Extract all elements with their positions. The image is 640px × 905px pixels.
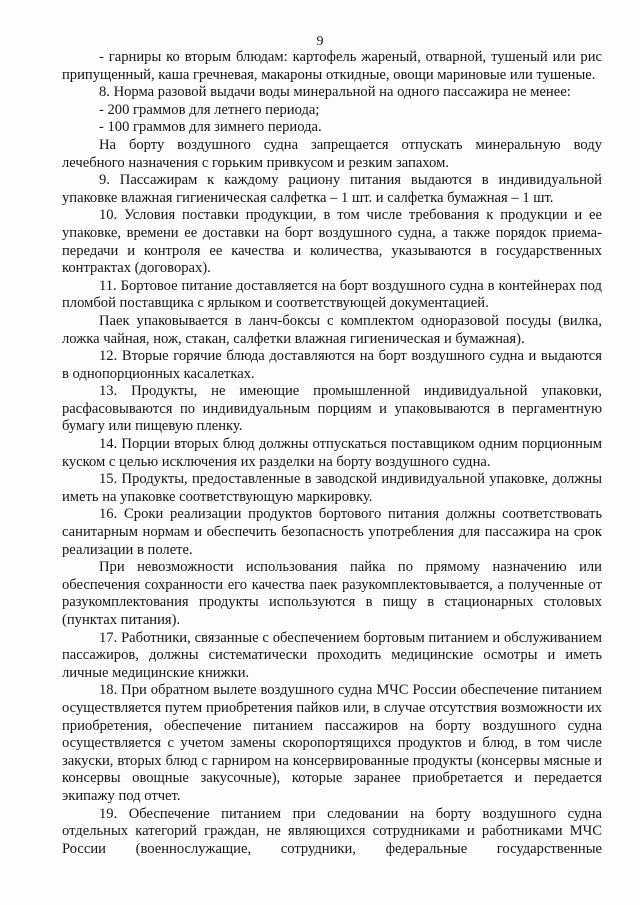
paragraph: 11. Бортовое питание доставляется на борт воздушного судна в контейнерах под пломбой поставщика с ярлыком и соответствующей документацией.: [62, 277, 602, 312]
page-number: 9: [316, 34, 324, 49]
paragraph: 16. Сроки реализации продуктов бортового питания должны соответствовать санитарным нормам и обеспечить безопасность употребления для пассажира на срок реализации в полете.: [62, 506, 602, 558]
paragraph: 10. Условия поставки продукции, в том числе требования к продукции и ее упаковке, времени ее доставки на борт воздушного судна, а также порядок приема-передачи и контроля ее качества и количества, указываются в государственных контрактах (договорах).: [62, 207, 602, 277]
paragraph: 15. Продукты, предоставленные в заводской индивидуальной упаковке, должны иметь на упаковке соответствующую маркировку.: [62, 471, 602, 505]
paragraph: 18. При обратном вылете воздушного судна МЧС России обеспечение питанием осуществляется путем приобретения пайков или, в случае отсутствия возможности их приобретения, обеспечение питанием пассажиров на борту воздушного судна осуществляется с учетом замены скоропортящихся продуктов и блюд, в том числе закуски, вторых блюд с гарниром на консервированные продукты (консервы мясные и консервы овощные закусочные), которые заранее приобретается и передается экипажу под отчет.: [62, 682, 602, 804]
paragraph: 14. Порции вторых блюд должны отпускаться поставщиком одним порционным куском с целью исключения их разделки на борту воздушного судна.: [62, 436, 602, 470]
paragraph: - 200 граммов для летнего периода;: [99, 101, 320, 118]
paragraph: - 100 граммов для зимнего периода.: [99, 119, 322, 136]
paragraph: 9. Пассажирам к каждому рациону питания выдаются в индивидуальной упаковке влажная гигиеническая салфетка – 1 шт. и салфетка бумажная – 1 шт.: [62, 172, 602, 206]
document-body: [62, 49, 602, 858]
paragraph: 13. Продукты, не имеющие промышленной индивидуальной упаковки, расфасовываются по индивидуальным порциям и упаковываются в пергаментную бумагу или пищевую пленку.: [62, 383, 602, 435]
paragraph: 17. Работники, связанные с обеспечением бортовым питанием и обслуживанием пассажиров, должны систематически проходить медицинские осмотры и иметь личные медицинские книжки.: [62, 629, 602, 681]
paragraph: 19. Обеспечение питанием при следовании на борту воздушного судна отдельных категорий граждан, не являющихся сотрудниками и работниками МЧС России (военнослужащие, сотрудники, федеральные государственные: [62, 805, 602, 857]
paragraph: 8. Норма разовой выдачи воды минеральной на одного пассажира не менее:: [99, 84, 571, 101]
paragraph: 12. Вторые горячие блюда доставляются на борт воздушного судна и выдаются в однопорционных касалетках.: [62, 348, 602, 382]
paragraph: На борту воздушного судна запрещается отпускать минеральную воду лечебного назначения с горьким привкусом и резким запахом.: [62, 136, 602, 171]
paragraph: - гарниры ко вторым блюдам: картофель жареный, отварной, тушеный или рис припущенный, каша гречневая, макароны откидные, овощи мариновые или тушеные.: [62, 49, 602, 83]
paragraph: При невозможности использования пайка по прямому назначению или обеспечения сохранности его качества паек разукомплектовывается, а полученные от разукомплектования продукты используются в пищу в стационарных столовых (пунктах питания).: [62, 559, 602, 628]
paragraph: Паек упаковывается в ланч-боксы с комплектом одноразовой посуды (вилка, ложка чайная, нож, стакан, салфетки влажная гигиеническая и бумажная).: [62, 312, 602, 347]
